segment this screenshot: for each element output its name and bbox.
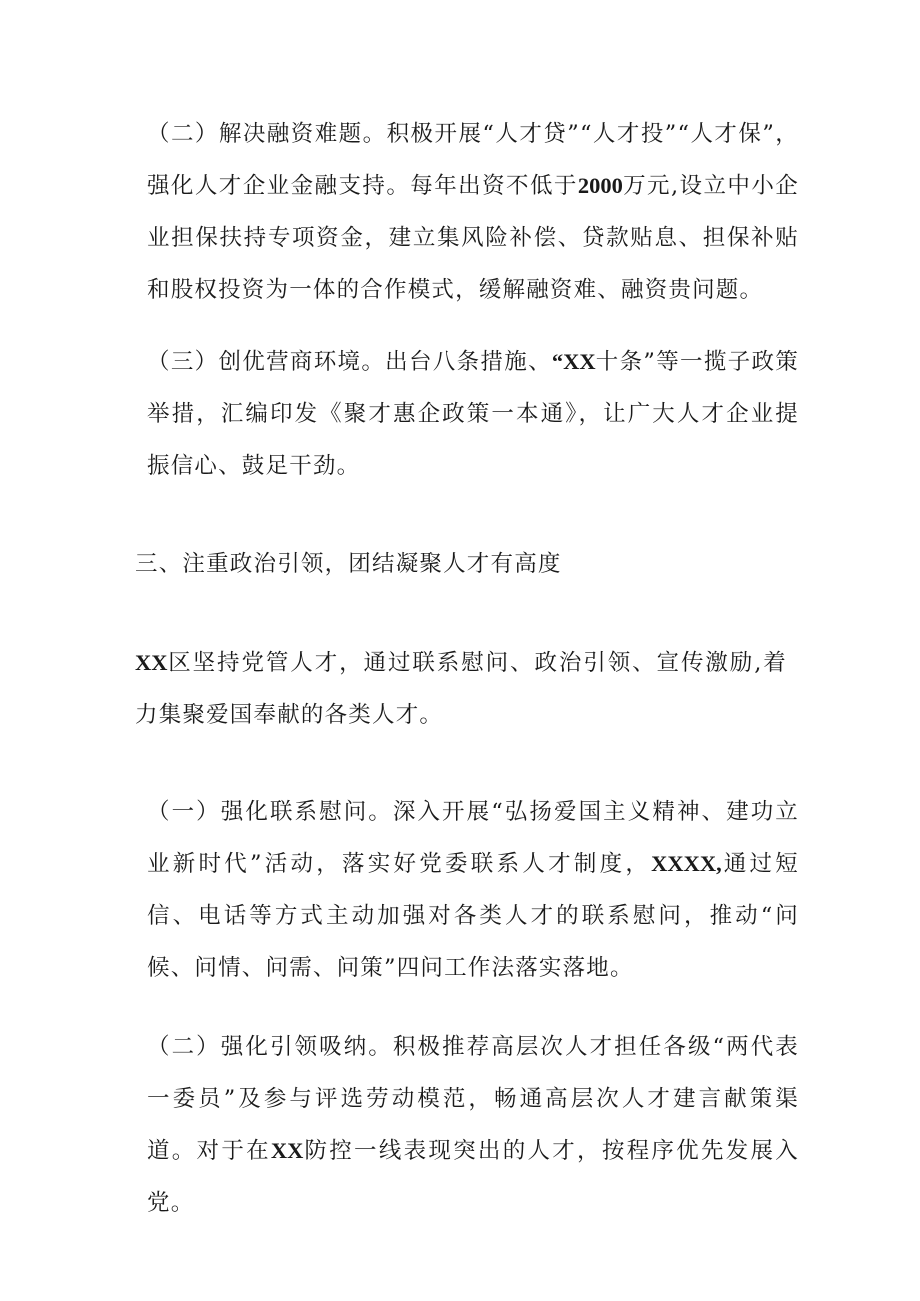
paragraph-text: 万元,设立中小企业担保扶持专项资金，建立集风险补偿、贷款贴息、担保补贴和股权投资为一体的合作模式，缓解融资难、融资贵问题。 — [147, 173, 799, 303]
paragraph-text: 防控一线表现突出的人才，按程序优先发展入党。 — [147, 1138, 799, 1216]
paragraph-number: XX — [270, 1138, 304, 1163]
paragraph-contact-visits — [135, 786, 799, 994]
paragraph-guidance-absorption — [135, 1021, 799, 1229]
paragraph-text: 十条”等一揽子政策举措，汇编印发《聚才惠企政策一本通》，让广大人才企业提振信心、鼓足干劲。 — [147, 349, 799, 479]
paragraph-financing — [135, 108, 799, 316]
section-heading — [135, 538, 787, 590]
paragraph-text: 通过短信、电话等方式主动加强对各类人才的联系慰问，推动“问候、问情、问需、问策”四问工作法落实落地。 — [147, 851, 799, 981]
paragraph-number: “XX — [551, 349, 596, 374]
paragraph-number: XX — [135, 650, 168, 675]
paragraph-text: （三）创优营商环境。出台八条措施、 — [147, 349, 552, 375]
paragraph-number: 2000 — [577, 173, 623, 198]
paragraph-text: 区坚持党管人才，通过联系慰问、政治引领、宣传激励,着力集聚爱国奉献的各类人才。 — [135, 650, 787, 728]
paragraph-business-environment — [135, 336, 799, 492]
paragraph-number: XXXX, — [651, 851, 722, 876]
paragraph-text: （二）解决融资难题。积极开展“人才贷”“人才投”“人才保”，强化人才企业金融支持。每年出资不低于 — [147, 121, 799, 199]
heading-text: 三、注重政治引领，团结凝聚人才有高度 — [135, 551, 562, 577]
paragraph-section-intro — [135, 637, 787, 741]
paragraph-text: （一）强化联系慰问。深入开展“弘扬爱国主义精神、建功立业新时代”活动，落实好党委联系人才制度， — [147, 799, 799, 877]
paragraph-text: （二）强化引领吸纳。积极推荐高层次人才担任各级“两代表一委员”及参与评选劳动模范，畅通高层次人才建言献策渠道。对于在 — [147, 1034, 799, 1164]
